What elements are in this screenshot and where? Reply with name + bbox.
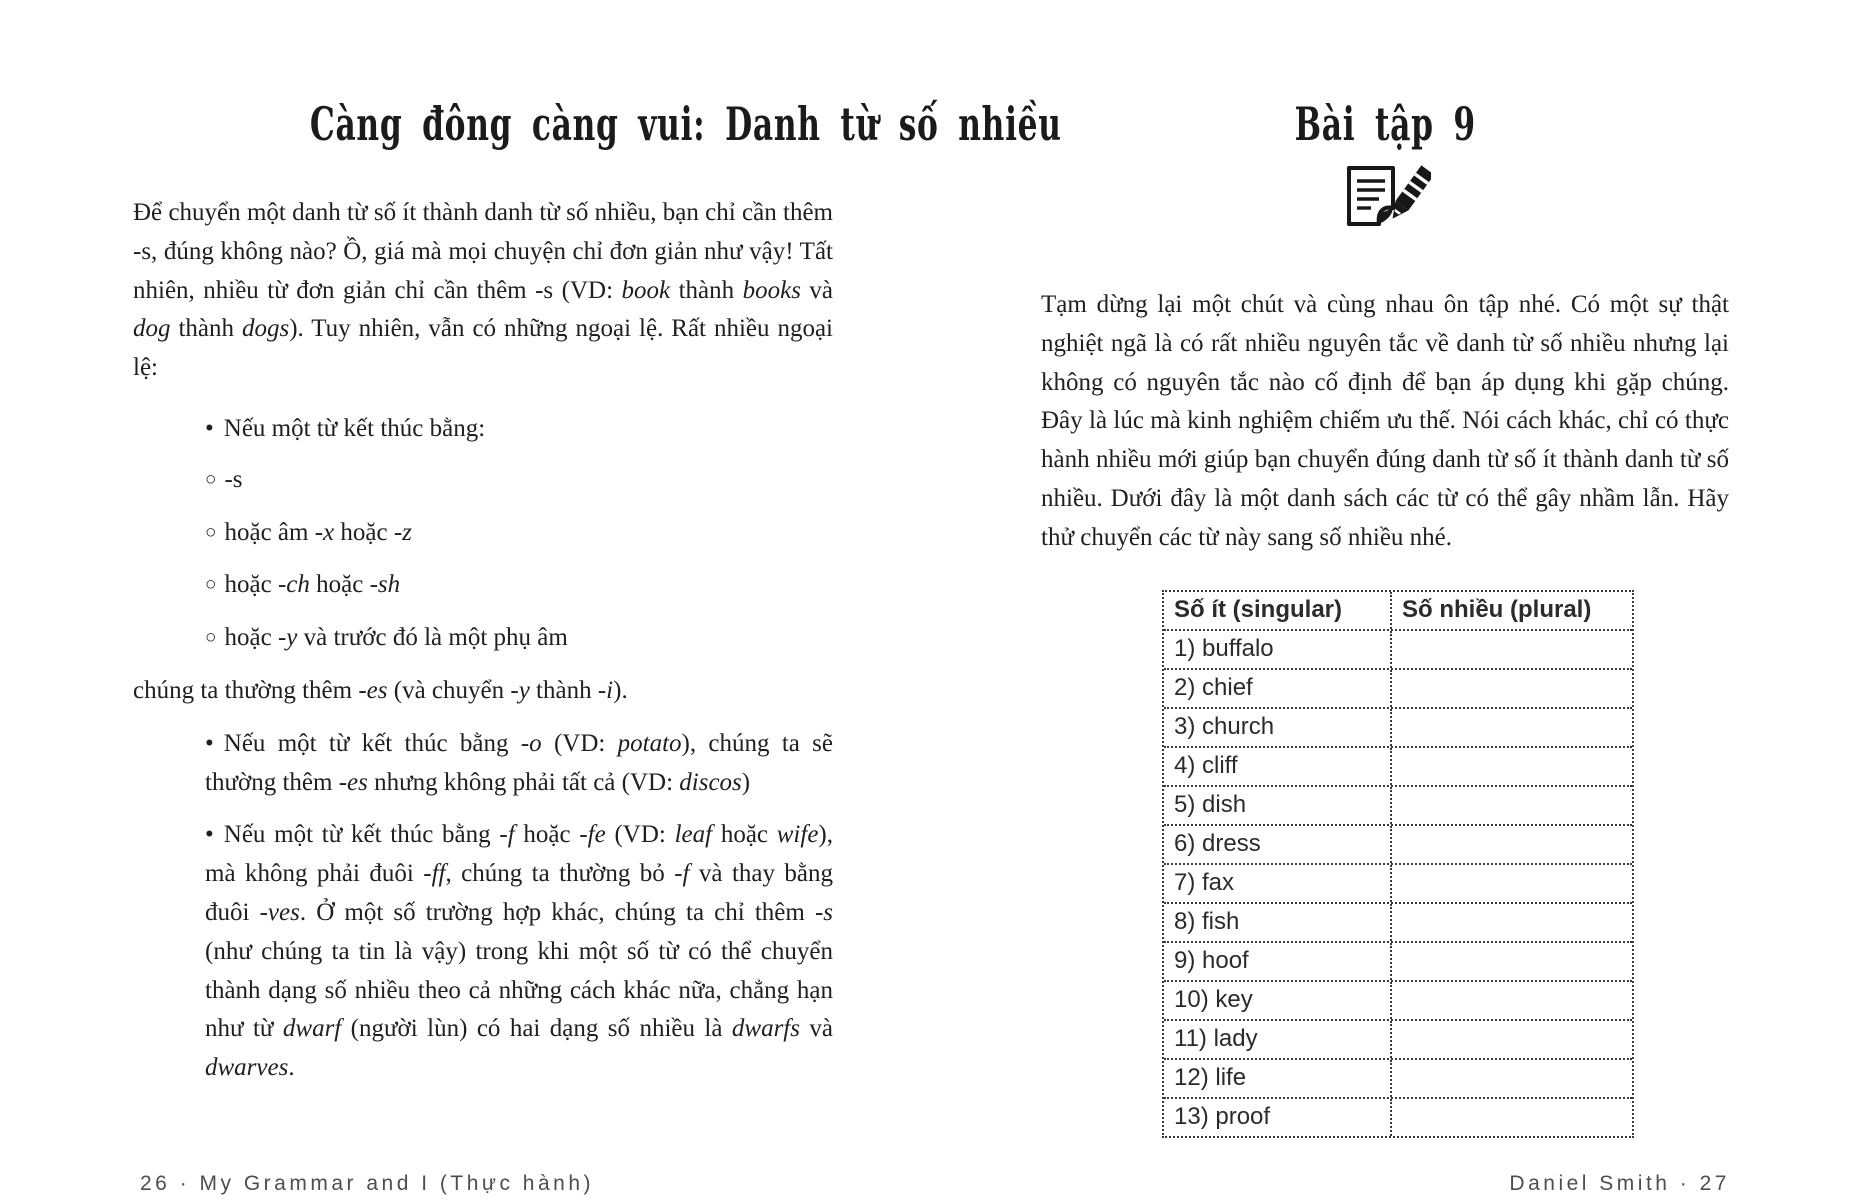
table-row xyxy=(1164,785,1632,824)
table-row xyxy=(1164,863,1632,902)
bullet-item-2-text: Nếu một từ kết thúc bằng -o (VD: potato), chúng ta sẽ thường thêm -es nhưng không phải tất cả (VD: discos) xyxy=(205,729,833,796)
singular-cell: 8) fish xyxy=(1164,904,1392,941)
after-sub-line: chúng ta thường thêm -es (và chuyển -y thành -i). xyxy=(133,676,628,704)
bullet-item-1-text: Nếu một từ kết thúc bằng: xyxy=(223,414,486,442)
plural-cell xyxy=(1392,943,1632,980)
table-row xyxy=(1164,746,1632,785)
right-page-footer: Daniel Smith · 27 xyxy=(1509,1172,1730,1195)
table-row xyxy=(1164,707,1632,746)
plural-cell xyxy=(1392,1021,1632,1058)
singular-cell: 2) chief xyxy=(1164,670,1392,707)
singular-cell: 11) lady xyxy=(1164,1021,1392,1058)
singular-cell: 10) key xyxy=(1164,982,1392,1019)
plural-cell xyxy=(1392,865,1632,902)
table-row xyxy=(1164,980,1632,1019)
table-row xyxy=(1164,902,1632,941)
left-page xyxy=(133,0,1062,1088)
table-body xyxy=(1164,629,1632,1136)
sub-item-1-text: -s xyxy=(224,465,243,493)
table-row xyxy=(1164,668,1632,707)
bullet-icon: • xyxy=(205,414,214,442)
bullet-item-2 xyxy=(205,725,833,803)
bullet-item-1 xyxy=(205,410,833,449)
table-row xyxy=(1164,941,1632,980)
sub-item-4 xyxy=(205,619,833,660)
plural-cell xyxy=(1392,631,1632,668)
left-page-footer: 26 · My Grammar and I (Thực hành) xyxy=(140,1172,594,1195)
singular-cell: 7) fax xyxy=(1164,865,1392,902)
plural-cell xyxy=(1392,748,1632,785)
plural-cell xyxy=(1392,826,1632,863)
sub-item-1 xyxy=(205,461,833,502)
plural-cell xyxy=(1392,709,1632,746)
table-header-row xyxy=(1164,592,1632,629)
right-paragraph: Tạm dừng lại một chút và cùng nhau ôn tập nhé. Có một sự thật nghiệt ngã là có rất nhiều nguyên tắc về danh từ số nhiều nhưng lại không có nguyên tắc nào cố định để bạn áp dụng khi gặp chúng. Đây là lúc mà kinh nghiệm chiếm ưu thế. Nói cách khác, chỉ có thực hành nhiều mới giúp bạn chuyển đúng danh từ số ít thành danh từ số nhiều. Dưới đây là một danh sách các từ có thể gây nhầm lẫn. Hãy thử chuyển các từ này sang số nhiều nhé. xyxy=(1041,291,1729,551)
singular-cell: 9) hoof xyxy=(1164,943,1392,980)
circle-bullet-icon: ○ xyxy=(205,468,217,490)
right-page-title-text: Bài tập 9 xyxy=(1294,97,1476,151)
plural-cell xyxy=(1392,787,1632,824)
sub-item-2 xyxy=(205,514,833,555)
circle-bullet-icon: ○ xyxy=(205,521,217,543)
singular-cell: 4) cliff xyxy=(1164,748,1392,785)
bullet-icon: • xyxy=(205,729,214,757)
plural-cell xyxy=(1392,904,1632,941)
left-page-title-text: Càng đông càng vui: Danh từ số nhiều xyxy=(309,97,1062,151)
circle-bullet-icon: ○ xyxy=(205,574,217,596)
singular-cell: 13) proof xyxy=(1164,1099,1392,1136)
sub-item-2-text: hoặc âm -x hoặc -z xyxy=(224,518,412,546)
singular-cell: 6) dress xyxy=(1164,826,1392,863)
left-intro-paragraph: Để chuyển một danh từ số ít thành danh từ số nhiều, bạn chỉ cần thêm -s, đúng không nào? Ồ, giá mà mọi chuyện chỉ đơn giản như vậy! Tất nhiên, nhiều từ đơn giản chỉ cần thêm -s (VD: book thành books và dog thành dogs). Tuy nhiên, vẫn có những ngoại lệ. Rất nhiều ngoại lệ: xyxy=(133,199,833,382)
exercise-icon-wrap xyxy=(1041,164,1729,234)
bullet-icon: • xyxy=(205,821,214,849)
document-pencil-icon xyxy=(1339,164,1431,232)
singular-cell: 12) life xyxy=(1164,1060,1392,1097)
table-row xyxy=(1164,824,1632,863)
plural-cell xyxy=(1392,982,1632,1019)
singular-cell: 3) church xyxy=(1164,709,1392,746)
table-row xyxy=(1164,1019,1632,1058)
exercise-table xyxy=(1162,590,1634,1138)
plural-cell xyxy=(1392,1060,1632,1097)
singular-cell: 1) buffalo xyxy=(1164,631,1392,668)
plural-cell xyxy=(1392,1099,1632,1136)
right-page-title xyxy=(1041,98,1729,150)
sub-item-3-text: hoặc -ch hoặc -sh xyxy=(224,571,401,599)
singular-cell: 5) dish xyxy=(1164,787,1392,824)
table-row xyxy=(1164,629,1632,668)
bullet-item-3-text: Nếu một từ kết thúc bằng -f hoặc -fe (VD: leaf hoặc wife), mà không phải đuôi -ff, chúng ta thường bỏ -f và thay bằng đuôi -ves. Ở một số trường hợp khác, chúng ta chỉ thêm -s (như chúng ta tin là vậy) trong khi một số từ có thể chuyển thành dạng số nhiều theo cả những cách khác nữa, chẳng hạn như từ dwarf (người lùn) có hai dạng số nhiều là dwarfs và dwarves. xyxy=(205,821,834,1082)
right-page xyxy=(1041,0,1729,1138)
circle-bullet-icon: ○ xyxy=(205,627,217,649)
table-row xyxy=(1164,1058,1632,1097)
left-page-title xyxy=(133,97,1062,151)
plural-cell xyxy=(1392,670,1632,707)
plural-header: Số nhiều (plural) xyxy=(1402,595,1592,623)
table-row xyxy=(1164,1097,1632,1136)
sub-item-4-text: hoặc -y và trước đó là một phụ âm xyxy=(224,624,568,652)
bullet-item-3 xyxy=(205,816,833,1088)
sub-item-3 xyxy=(205,566,833,607)
singular-header: Số ít (singular) xyxy=(1164,592,1392,629)
